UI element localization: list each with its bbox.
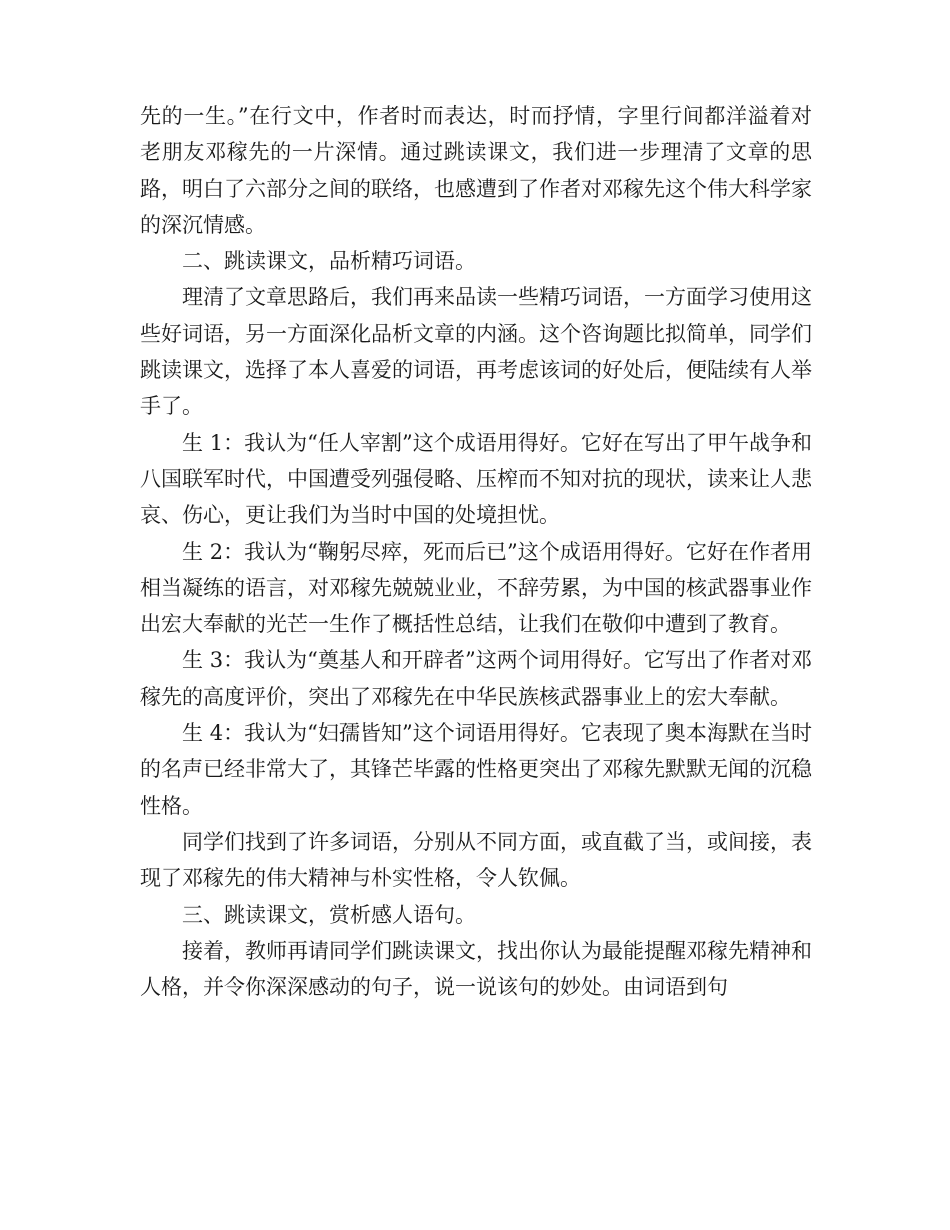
section-heading-2: 二、跳读课文，品析精巧词语。 — [182, 249, 476, 274]
student-answer-2: 生 2：我认为“鞠躬尽瘁，死而后已”这个成语用得好。它好在作者用相当凝练的语言，对邓稼先兢兢业业，不辞劳累，为中国的核武器事业作出宏大奉献的光芒一生作了概括性总结，让我们在敬仰中遭到了教育。 — [140, 539, 812, 637]
paragraph: 接着，教师再请同学们跳读课文，找出你认为最能提醒邓稼先精神和人格，并令你深深感动的句子，说一说该句的妙处。由词语到句 — [140, 938, 812, 1000]
student-answer-3: 生 3：我认为“奠基人和开辟者”这两个词用得好。它写出了作者对邓稼先的高度评价，突出了邓稼先在中华民族核武器事业上的宏大奉献。 — [140, 648, 812, 709]
section-heading-3: 三、跳读课文，赏析感人语句。 — [182, 902, 476, 927]
paragraph-continuation: 先的一生。”在行文中，作者时而表达，时而抒情，字里行间都洋溢着对老朋友邓稼先的一片深情。通过跳读课文，我们进一步理清了文章的思路，明白了六部分之间的联络，也感遭到了作者对邓稼先这个伟大科学家的深沉情感。 — [140, 104, 812, 237]
paragraph: 同学们找到了许多词语，分别从不同方面，或直截了当，或间接，表现了邓稼先的伟大精神与朴实性格，令人钦佩。 — [140, 829, 812, 891]
document-page — [140, 98, 812, 1005]
student-answer-4: 生 4：我认为“妇孺皆知”这个词语用得好。它表现了奥本海默在当时的名声已经非常大了，其锋芒毕露的性格更突出了邓稼先默默无闻的沉稳性格。 — [140, 721, 812, 818]
student-answer-1: 生 1：我认为“任人宰割”这个成语用得好。它好在写出了甲午战争和八国联军时代，中国遭受列强侵略、压榨而不知对抗的现状，读来让人悲哀、伤心，更让我们为当时中国的处境担忧。 — [140, 430, 812, 528]
paragraph: 理清了文章思路后，我们再来品读一些精巧词语，一方面学习使用这些好词语，另一方面深化品析文章的内涵。这个咨询题比拟简单，同学们跳读课文，选择了本人喜爱的词语，再考虑该词的好处后，便陆续有人举手了。 — [140, 285, 812, 419]
